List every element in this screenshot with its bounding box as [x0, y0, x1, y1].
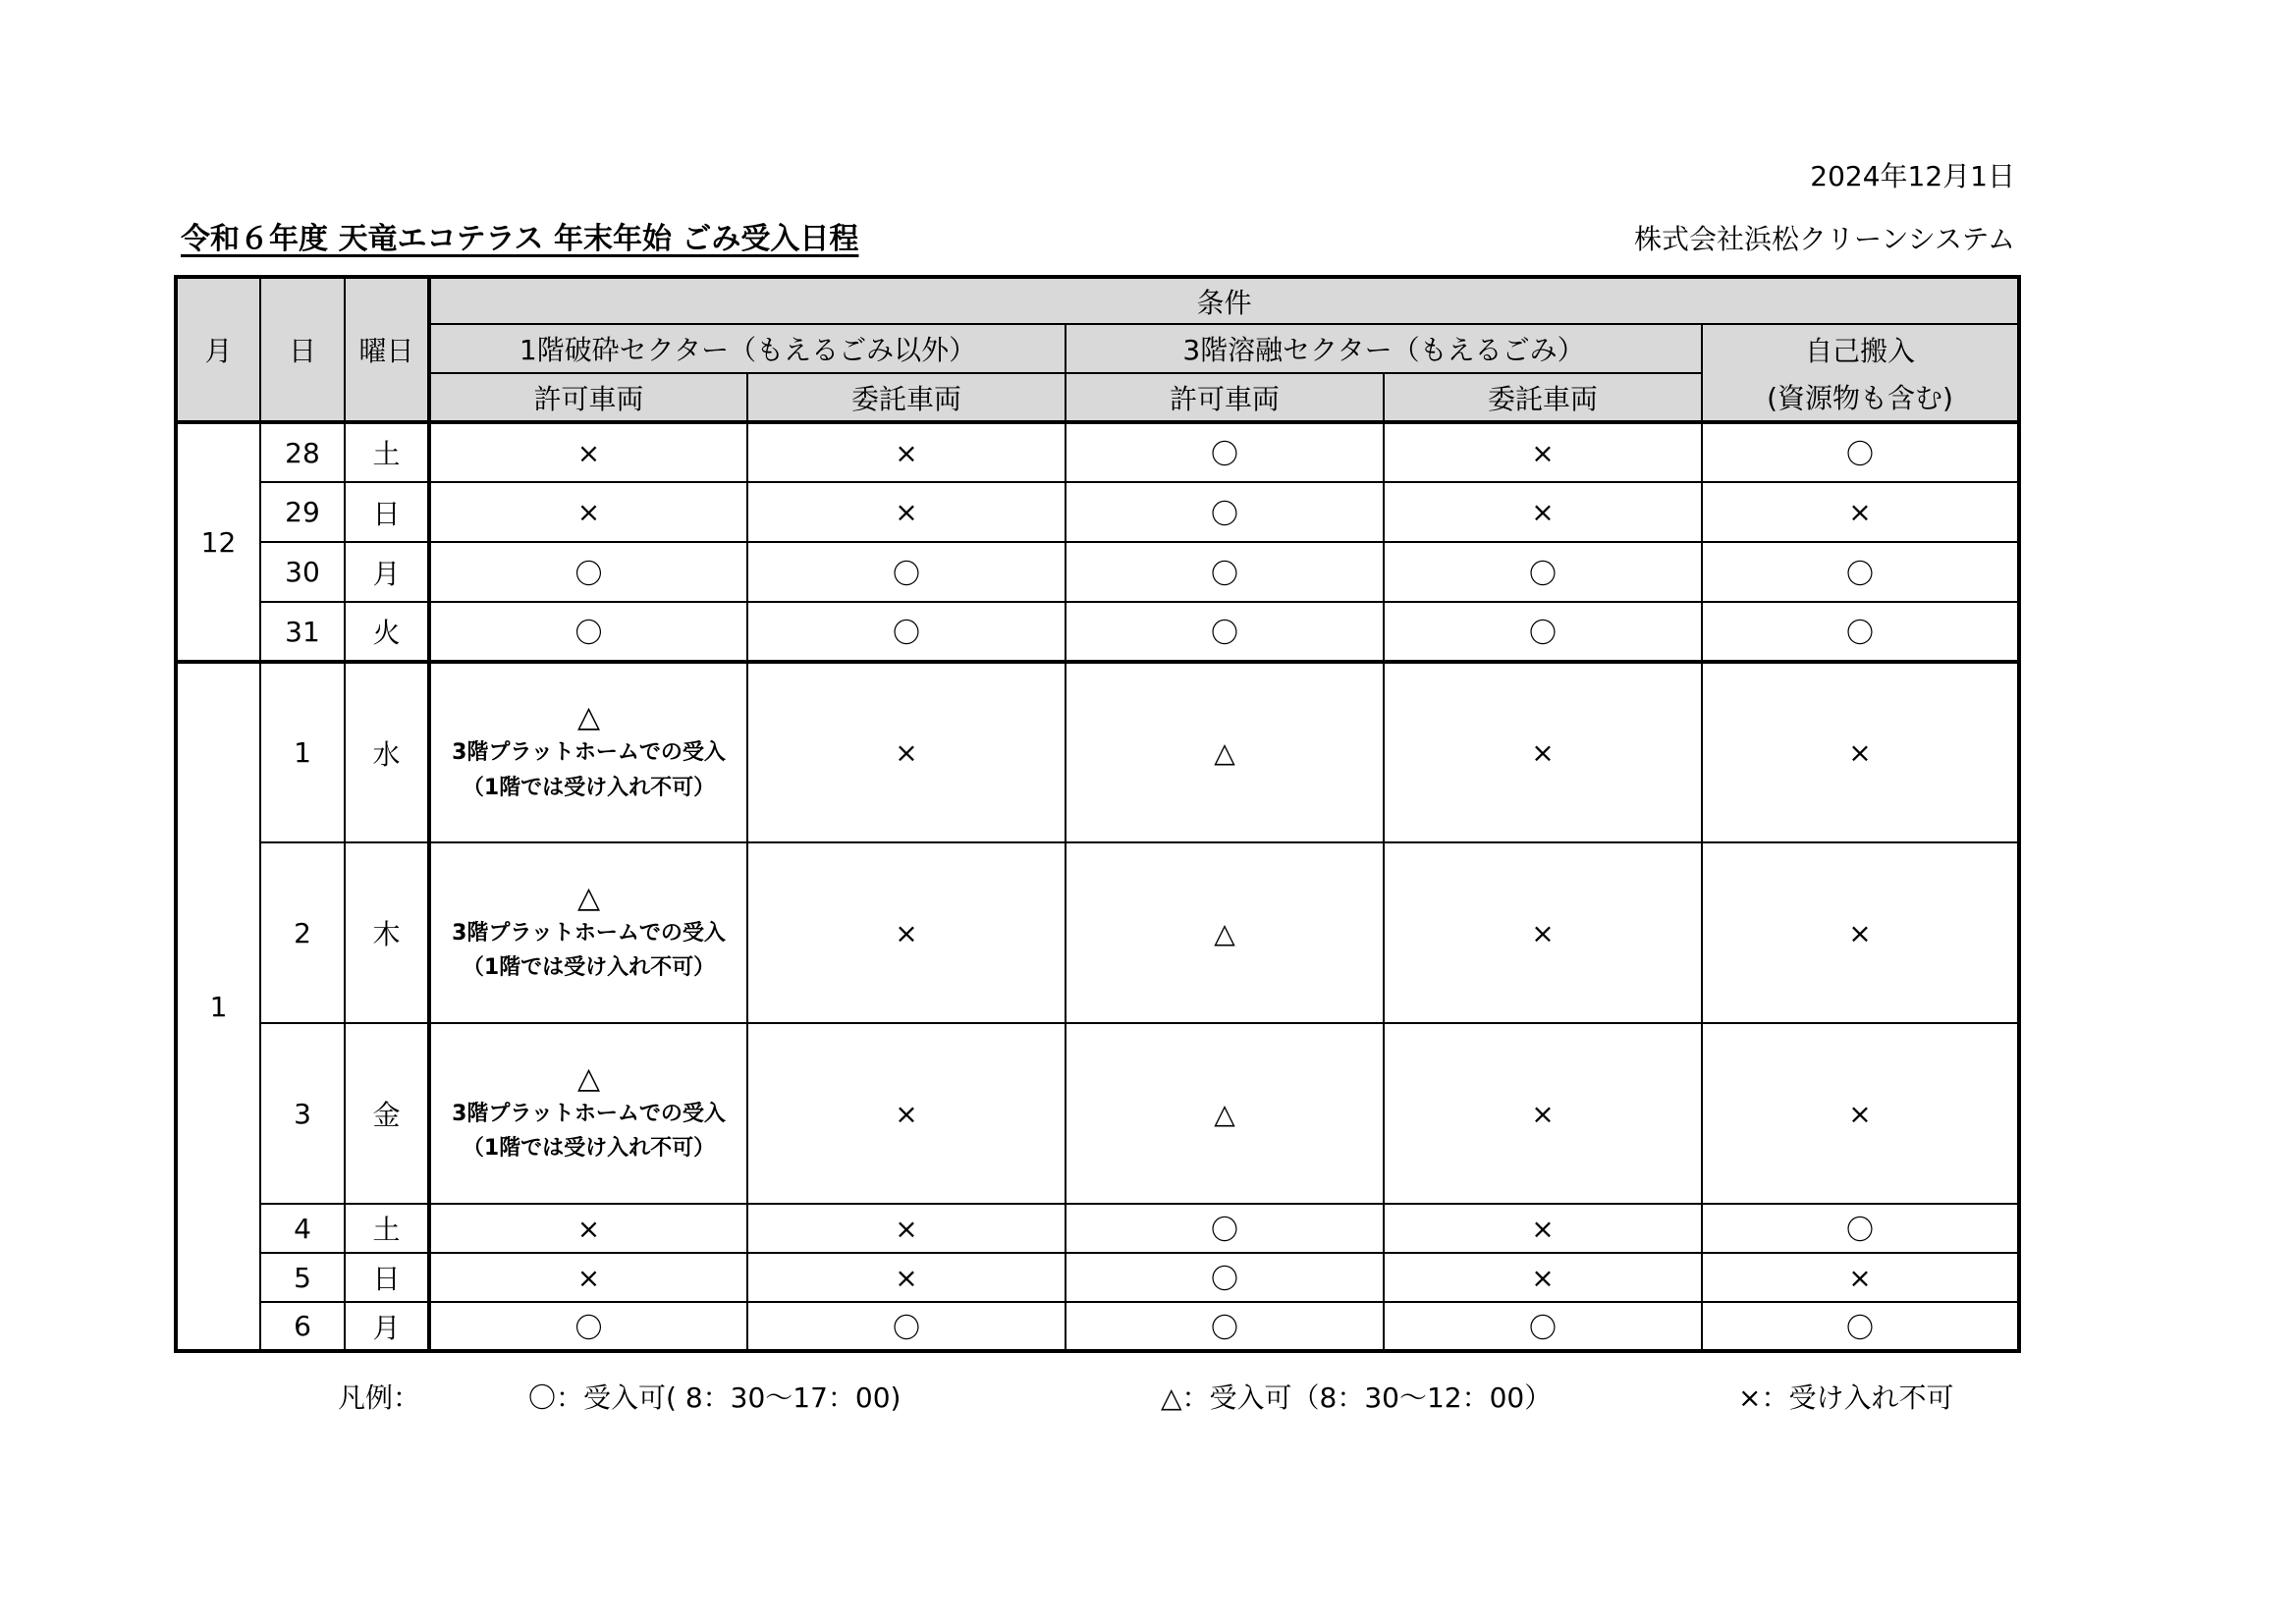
triangle-symbol: △	[576, 1060, 601, 1096]
legend-label: 凡例：	[338, 1381, 421, 1414]
status-cell: ×	[1702, 1023, 2019, 1204]
header-row-2	[176, 324, 2019, 373]
header-self-delivery-note: (資源物も含む)	[1702, 373, 2019, 422]
header-3f-permit: 許可車両	[1066, 373, 1384, 422]
document-title: 令和６年度 天竜エコテラス 年末年始 ごみ受入日程	[181, 222, 859, 256]
schedule-table	[174, 275, 2021, 1353]
status-cell: ×	[1384, 1204, 1702, 1253]
header-group-self-delivery: 自己搬入	[1702, 324, 2019, 373]
day-cell: 4	[260, 1204, 345, 1253]
status-cell: ×	[747, 1023, 1066, 1204]
status-cell: ×	[747, 662, 1066, 842]
status-cell: 〇	[1702, 422, 2019, 482]
status-cell: 〇	[1066, 1302, 1384, 1351]
status-cell: ×	[429, 482, 747, 542]
status-cell: 〇	[747, 542, 1066, 602]
table-row	[176, 1253, 2019, 1302]
status-cell: ×	[747, 422, 1066, 482]
header-day: 日	[260, 277, 345, 422]
status-cell: 〇	[1702, 1302, 2019, 1351]
status-cell: 〇	[1066, 1253, 1384, 1302]
triangle-symbol: △	[576, 880, 601, 915]
header-conditions: 条件	[429, 277, 2019, 324]
weekday-cell: 土	[345, 422, 429, 482]
header-1f-permit: 許可車両	[429, 373, 747, 422]
status-cell: ×	[1384, 662, 1702, 842]
status-cell: ×	[1384, 422, 1702, 482]
weekday-cell: 月	[345, 1302, 429, 1351]
day-cell: 6	[260, 1302, 345, 1351]
weekday-cell: 日	[345, 1253, 429, 1302]
status-cell: 〇	[1384, 542, 1702, 602]
weekday-cell: 月	[345, 542, 429, 602]
status-cell: 〇	[747, 602, 1066, 662]
weekday-cell: 日	[345, 482, 429, 542]
day-cell: 3	[260, 1023, 345, 1204]
status-cell: 〇	[1702, 542, 2019, 602]
status-cell: ×	[1702, 1253, 2019, 1302]
table-row	[176, 422, 2019, 482]
status-cell: 〇	[1066, 422, 1384, 482]
header-month: 月	[176, 277, 260, 422]
day-cell: 5	[260, 1253, 345, 1302]
header-row-3	[176, 373, 2019, 422]
status-cell: 〇	[1702, 602, 2019, 662]
month-january: 1	[176, 662, 260, 1351]
table-row	[176, 1204, 2019, 1253]
status-cell: 〇	[1384, 602, 1702, 662]
note-line-1: 3階プラットホームでの受入	[452, 1101, 726, 1126]
status-cell: ×	[1702, 662, 2019, 842]
day-cell: 29	[260, 482, 345, 542]
status-cell: ×	[1702, 842, 2019, 1023]
header-row-1	[176, 277, 2019, 324]
status-cell: ×	[1384, 1023, 1702, 1204]
status-cell: ×	[1384, 482, 1702, 542]
status-cell-with-note	[429, 842, 747, 1023]
status-cell: △	[1066, 1023, 1384, 1204]
table-row	[176, 1023, 2019, 1204]
status-cell: ×	[429, 1253, 747, 1302]
note-line-2: （1階では受け入れ不可）	[462, 1136, 716, 1161]
status-cell: 〇	[429, 542, 747, 602]
status-cell: ×	[747, 1204, 1066, 1253]
table-row	[176, 542, 2019, 602]
table-row	[176, 602, 2019, 662]
header-1f-consign: 委託車両	[747, 373, 1066, 422]
status-cell: ×	[747, 482, 1066, 542]
status-cell: 〇	[747, 1302, 1066, 1351]
status-cell: ×	[429, 1204, 747, 1253]
status-cell: △	[1066, 842, 1384, 1023]
status-cell: 〇	[1066, 482, 1384, 542]
status-cell: 〇	[1066, 602, 1384, 662]
triangle-symbol: △	[576, 700, 601, 735]
weekday-cell: 土	[345, 1204, 429, 1253]
weekday-cell: 木	[345, 842, 429, 1023]
note-line-2: （1階では受け入れ不可）	[462, 775, 716, 800]
status-cell-with-note	[429, 662, 747, 842]
header-weekday: 曜日	[345, 277, 429, 422]
day-cell: 28	[260, 422, 345, 482]
note-line-1: 3階プラットホームでの受入	[452, 920, 726, 946]
day-cell: 30	[260, 542, 345, 602]
table-row	[176, 482, 2019, 542]
header-group-1f-crushing: 1階破砕セクター（もえるごみ以外）	[429, 324, 1066, 373]
status-cell: ×	[747, 1253, 1066, 1302]
status-cell: △	[1066, 662, 1384, 842]
table-row	[176, 1302, 2019, 1351]
day-cell: 31	[260, 602, 345, 662]
weekday-cell: 金	[345, 1023, 429, 1204]
document-date: 2024年12月1日	[1810, 160, 2015, 192]
table-row	[176, 842, 2019, 1023]
status-cell: 〇	[1066, 542, 1384, 602]
status-cell: ×	[1702, 482, 2019, 542]
status-cell: 〇	[1066, 1204, 1384, 1253]
header-3f-consign: 委託車両	[1384, 373, 1702, 422]
status-cell: ×	[1384, 842, 1702, 1023]
legend-circle: 〇：受入可( 8：30～17：00)	[528, 1381, 902, 1414]
note-line-1: 3階プラットホームでの受入	[452, 740, 726, 766]
status-cell: 〇	[1384, 1302, 1702, 1351]
legend-triangle: △：受入可（8：30～12：00）	[1161, 1381, 1553, 1414]
status-cell: 〇	[429, 602, 747, 662]
header-group-3f-melting: 3階溶融セクター（もえるごみ）	[1066, 324, 1702, 373]
table-row	[176, 662, 2019, 842]
weekday-cell: 水	[345, 662, 429, 842]
legend-cross: ×：受け入れ不可	[1738, 1381, 1954, 1414]
status-cell: 〇	[1702, 1204, 2019, 1253]
status-cell: ×	[747, 842, 1066, 1023]
day-cell: 2	[260, 842, 345, 1023]
month-december: 12	[176, 422, 260, 662]
status-cell: 〇	[429, 1302, 747, 1351]
status-cell: ×	[429, 422, 747, 482]
weekday-cell: 火	[345, 602, 429, 662]
status-cell: ×	[1384, 1253, 1702, 1302]
status-cell-with-note	[429, 1023, 747, 1204]
company-name: 株式会社浜松クリーンシステム	[1634, 223, 2015, 255]
note-line-2: （1階では受け入れ不可）	[462, 955, 716, 980]
day-cell: 1	[260, 662, 345, 842]
